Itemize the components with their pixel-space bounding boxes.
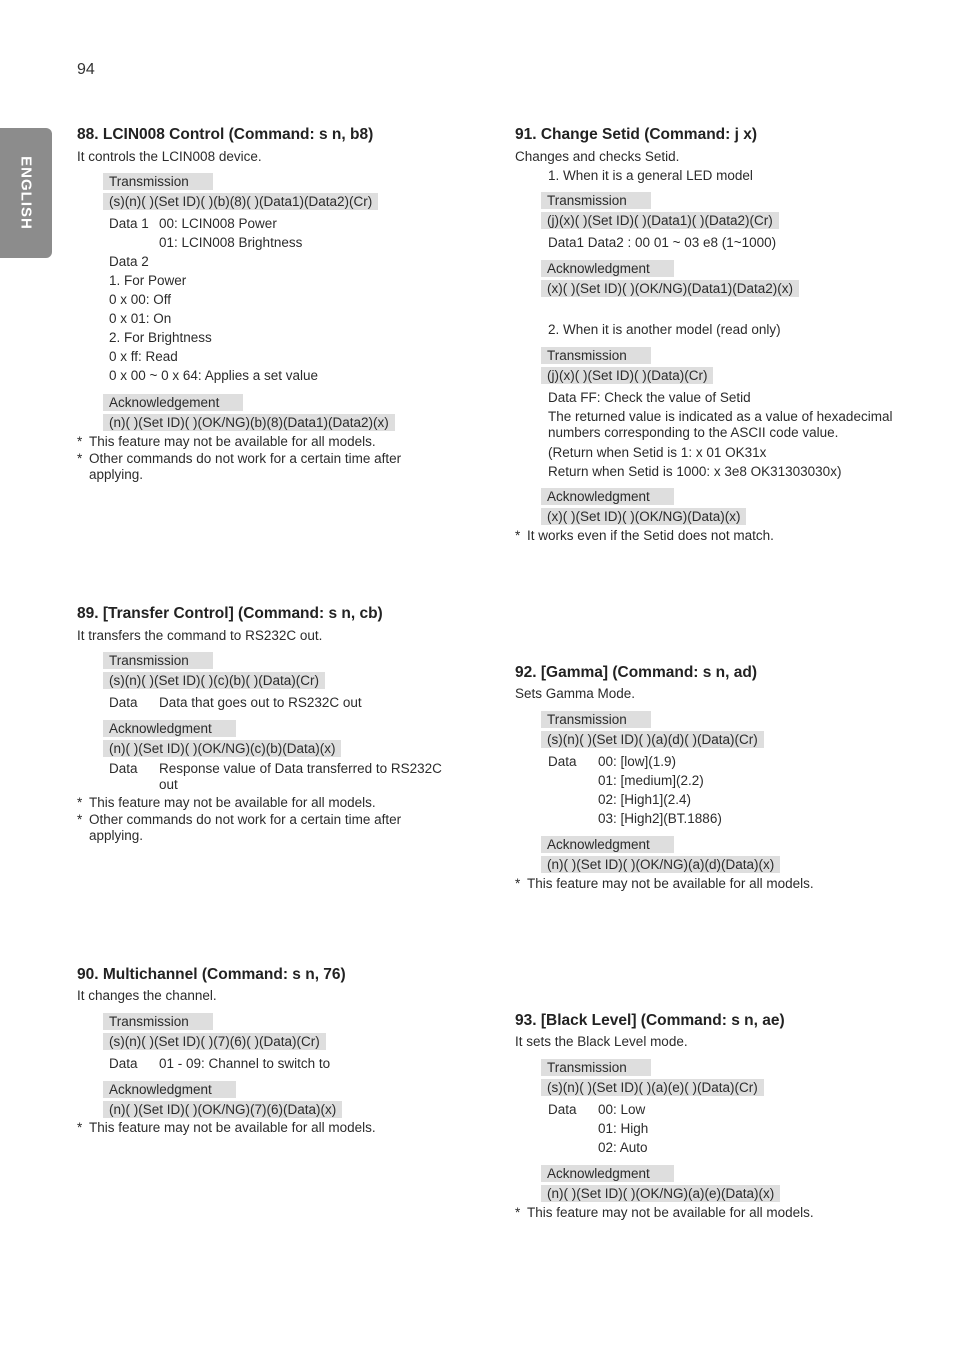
data-description: Data1 Data2 : 00 01 ~ 03 e8 (1~1000) [548,235,777,250]
acknowledgment-label: Acknowledgment [541,836,674,853]
data-key: Data [548,754,577,769]
data-value: Return when Setid is 1000: x 3e8 OK31303030x) [548,464,842,479]
acknowledgment-command: (x)( )(Set ID)( )(OK/NG)(Data)(x) [541,508,746,525]
section-91-title: 91. Change Setid (Command: j x) [515,126,758,143]
data-key: Data [109,695,138,710]
data-value: (Return when Setid is 1: x 01 OK31x [548,445,767,460]
data-value: Data FF: Check the value of Setid [548,390,751,405]
data-description [109,761,449,793]
case-2-heading: 2. When it is another model (read only) [548,322,781,337]
section-88-title: 88. LCIN008 Control (Command: s n, b8) [77,126,374,143]
data-description [548,752,722,828]
transmission-command: (s)(n)( )(Set ID)( )(7)(6)( )(Data)(Cr) [103,1033,326,1050]
transmission-label: Transmission [541,347,651,364]
acknowledgment-label: Acknowledgment [541,488,674,505]
data-value: 03: [High2](BT.1886) [598,811,722,826]
acknowledgment-label: Acknowledgment [541,1165,674,1182]
data-value: Response value of Data transferred to RS232C out [159,761,442,792]
transmission-command: (s)(n)( )(Set ID)( )(a)(d)( )(Data)(Cr) [541,731,764,748]
transmission-label: Transmission [541,1059,651,1076]
transmission-command: (s)(n)( )(Set ID)( )(c)(b)( )(Data)(Cr) [103,672,325,689]
data-value: 02: [High1](2.4) [598,792,692,807]
transmission-command: (j)(x)( )(Set ID)( )(Data)(Cr) [541,367,713,384]
acknowledgment-label: Acknowledgment [103,720,236,737]
data-description [548,388,892,481]
transmission-command: (s)(n)( )(Set ID)( )(b)(8)( )(Data1)(Data2)(Cr) [103,193,378,210]
section-88-description: It controls the LCIN008 device. [77,149,262,164]
data-description [109,1054,330,1073]
footnote: * Other commands do not work for a certain time after applying. [77,451,402,482]
section-91-description: Changes and checks Setid. [515,149,680,164]
data-value: 2. For Brightness [109,330,212,345]
footnote: * This feature may not be available for all models. [515,876,814,891]
acknowledgment-command: (n)( )(Set ID)( )(OK/NG)(7)(6)(Data)(x) [103,1101,342,1118]
data-key: Data 1 [109,216,149,231]
acknowledgment-command: (n)( )(Set ID)( )(OK/NG)(a)(d)(Data)(x) [541,856,780,873]
section-90-title: 90. Multichannel (Command: s n, 76) [77,966,346,983]
data-value: numbers corresponding to the ASCII code value. [548,425,839,440]
data-value: The returned value is indicated as a value of hexadecimal [548,409,893,424]
data-key: Data [109,1056,138,1071]
transmission-command: (j)(x)( )(Set ID)( )(Data1)( )(Data2)(Cr) [541,212,779,229]
section-93-title: 93. [Black Level] (Command: s n, ae) [515,1012,785,1029]
case-1-heading: 1. When it is a general LED model [548,168,753,183]
section-92-description: Sets Gamma Mode. [515,686,636,701]
acknowledgment-command: (x)( )(Set ID)( )(OK/NG)(Data1)(Data2)(x) [541,280,799,297]
data-key: Data [548,1102,577,1117]
data-value: 0 x 00 ~ 0 x 64: Applies a set value [109,368,319,383]
data-value: 0 x ff: Read [109,349,178,364]
data-value: 0 x 01: On [109,311,172,326]
acknowledgement-command: (n)( )(Set ID)( )(OK/NG)(b)(8)(Data1)(Data2)(x) [103,414,395,431]
footnote: * This feature may not be available for all models. [77,1120,376,1135]
data-value: Data that goes out to RS232C out [159,695,362,710]
data-value: 02: Auto [598,1140,648,1155]
footnote: * It works even if the Setid does not match. [515,528,774,543]
section-89-description: It transfers the command to RS232C out. [77,628,323,643]
section-90-description: It changes the channel. [77,988,217,1003]
data-key: Data 2 [109,254,149,269]
section-92-title: 92. [Gamma] (Command: s n, ad) [515,664,758,681]
data-description [548,1100,648,1157]
footnote: * This feature may not be available for all models. [515,1205,814,1220]
footnote: * This feature may not be available for all models. [77,434,376,449]
data-value: 00: [low](1.9) [598,754,677,769]
data-value: 01: LCIN008 Brightness [159,235,303,250]
transmission-label: Transmission [103,652,213,669]
data-value: 00: LCIN008 Power [159,216,277,231]
transmission-label: Transmission [103,1013,213,1030]
acknowledgement-label: Acknowledgement [103,394,243,411]
data-value: 0 x 00: Off [109,292,172,307]
data-value: 01: [medium](2.2) [598,773,704,788]
transmission-label: Transmission [541,711,651,728]
section-89-title: 89. [Transfer Control] (Command: s n, cb) [77,605,383,622]
acknowledgment-command: (n)( )(Set ID)( )(OK/NG)(c)(b)(Data)(x) [103,740,341,757]
page-number: 94 [77,61,95,78]
data-description [109,214,318,385]
section-93-description: It sets the Black Level mode. [515,1034,688,1049]
acknowledgment-label: Acknowledgment [541,260,674,277]
transmission-label: Transmission [541,192,651,209]
acknowledgment-command: (n)( )(Set ID)( )(OK/NG)(a)(e)(Data)(x) [541,1185,780,1202]
footnote: * This feature may not be available for all models. [77,795,376,810]
data-key: Data [109,761,138,776]
transmission-command: (s)(n)( )(Set ID)( )(a)(e)( )(Data)(Cr) [541,1079,764,1096]
data-value: 01 - 09: Channel to switch to [159,1056,331,1071]
language-label: ENGLISH [17,156,35,230]
data-value: 00: Low [598,1102,646,1117]
data-description [109,693,362,712]
language-side-tab [0,128,52,258]
data-value: 01: High [598,1121,649,1136]
footnote: * Other commands do not work for a certain time after applying. [77,812,402,843]
acknowledgment-label: Acknowledgment [103,1081,236,1098]
transmission-label: Transmission [103,173,213,190]
data-value: 1. For Power [109,273,187,288]
